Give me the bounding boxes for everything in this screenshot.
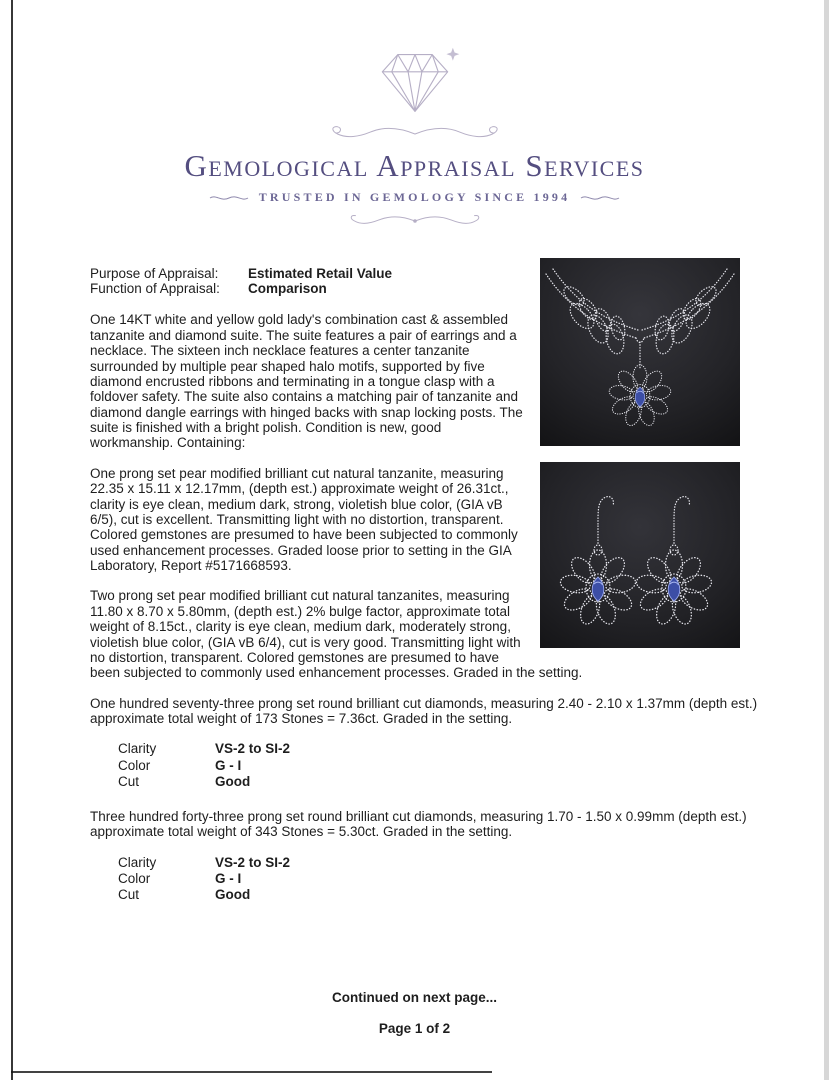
clarity-value: VS-2 to SI-2 [215, 854, 291, 870]
brand-name: Gemological Appraisal Services [184, 148, 645, 183]
clarity-label: Clarity [118, 854, 157, 870]
cut-value: Good [215, 887, 251, 903]
full-width-section [90, 696, 780, 904]
grade-row-cut [118, 887, 780, 903]
page-number: Page 1 of 2 [378, 1021, 451, 1036]
tagline-flourish-right-icon [580, 189, 620, 207]
purpose-row [90, 266, 527, 282]
grading-table-1 [118, 741, 780, 790]
purpose-label: Purpose of Appraisal: [90, 265, 219, 281]
scan-edge-bottom [11, 1071, 492, 1073]
grade-row-color [118, 871, 780, 887]
grading-table-2 [118, 855, 780, 904]
cut-label: Cut [118, 887, 140, 903]
scroll-ornament-top-icon [0, 125, 829, 148]
paragraph-earring-tanzanites: Two prong set pear modified brilliant cut natural tanzanites, measuring 11.80 x 8.70 x 5.80mm, (depth est.) 2% bulge factor, approximate total weight of 8.15ct., clarity is eye clean, medium dark, moderately strong, violetish blue color, (GIA vB 6/4), cut is very good. Transmitting light with no distortion, transparent. Colored gemstones are presumed to have been subjected to commonly used enhancement processes. Graded in the setting. [90, 588, 583, 681]
paragraph-diamonds-343: Three hundred forty-three prong set round brilliant cut diamonds, measuring 1.70 - 1.50 x 0.99mm (depth est.) approximate total weight of 343 Stones = 5.30ct. Graded in the setting. [90, 808, 747, 840]
clarity-label: Clarity [118, 741, 157, 757]
tagline-flourish-left-icon [209, 189, 249, 207]
earrings-photo [540, 462, 740, 648]
function-row [90, 281, 527, 297]
scan-edge-left [11, 0, 13, 1080]
paragraph-suite-description: One 14KT white and yellow gold lady's combination cast & assembled tanzanite and diamond suite. The suite features a pair of earrings and a necklace. The sixteen inch necklace features a center tanzanite surrounded by multiple pear shaped halo motifs, supported by five diamond encrusted ribbons and terminating in a tongue clasp with a foldover safety. The suite also contains a matching pair of tanzanite and diamond dangle earrings with hinged backs with snap locking posts. The suite is finished with a bright polish. Condition is new, good workmanship. Containing: [90, 312, 523, 451]
scroll-ornament-bottom-icon [0, 213, 829, 234]
paragraph-diamonds-173: One hundred seventy-three prong set round brilliant cut diamonds, measuring 2.40 - 2.10 x 1.37mm (depth est.) approximate total weight of 173 Stones = 7.36ct. Graded in the setting. [90, 695, 758, 727]
purpose-value: Estimated Retail Value [248, 265, 393, 281]
color-value: G - I [215, 757, 242, 773]
color-value: G - I [215, 871, 242, 887]
function-value: Comparison [248, 281, 327, 297]
grade-row-color [118, 758, 780, 774]
clarity-value: VS-2 to SI-2 [215, 741, 291, 757]
grade-row-clarity [118, 855, 780, 871]
cut-value: Good [215, 774, 251, 790]
continued-note: Continued on next page... [332, 990, 497, 1005]
tagline: TRUSTED IN GEMOLOGY SINCE 1994 [258, 190, 571, 205]
appraisal-body [0, 234, 829, 990]
color-label: Color [118, 757, 151, 773]
color-label: Color [118, 871, 151, 887]
letterhead [0, 0, 829, 234]
cut-label: Cut [118, 774, 140, 790]
function-label: Function of Appraisal: [90, 281, 220, 297]
grade-row-cut [118, 774, 780, 790]
diamond-logo-icon [0, 46, 829, 125]
photo-column [540, 258, 740, 648]
paragraph-center-tanzanite: One prong set pear modified brilliant cut natural tanzanite, measuring 22.35 x 15.11 x 12.17mm, (depth est.) approximate weight of 26.31ct., clarity is eye clean, medium dark, strong, violetish blue color, (GIA vB 6/5), cut is excellent. Transmitting light with no distortion, transparent. Colored gemstones are presumed to have been subjected to commonly used enhancement processes. Graded loose prior to setting in the GIA Laboratory, Report #5171668593. [90, 465, 518, 574]
necklace-photo [540, 258, 740, 446]
scan-edge-right [824, 0, 829, 1080]
page-footer [0, 990, 829, 1080]
grade-row-clarity [118, 741, 780, 757]
